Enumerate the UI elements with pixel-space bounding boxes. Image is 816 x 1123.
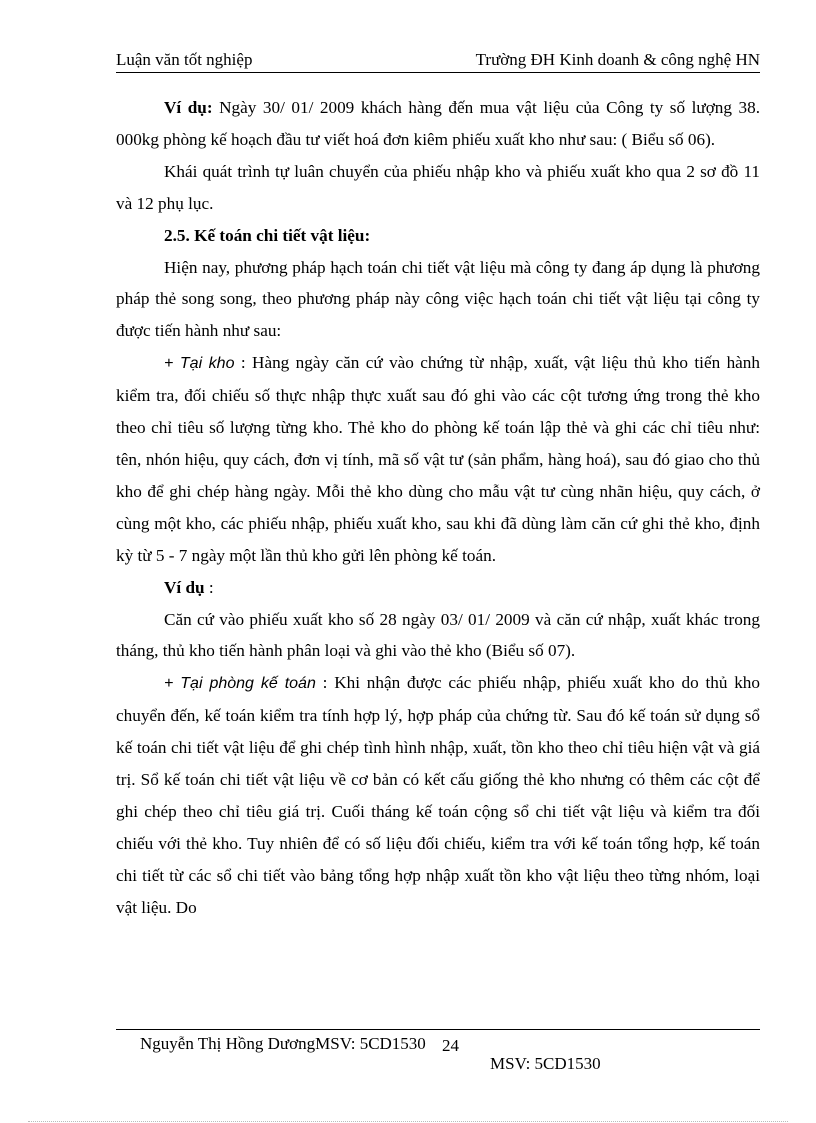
page-bottom-border [28,1121,788,1122]
paragraph-flow-summary: Khái quát trình tự luân chuyển của phiếu nhập kho và phiếu xuất kho qua 2 sơ đồ 11 và 12 phụ lục. [116,161,760,213]
section-heading-text: 2.5. Kế toán chi tiết vật liệu: [164,225,371,245]
paragraph-at-warehouse [116,347,760,571]
paragraph-example-2 [116,572,760,604]
body-text [116,92,760,924]
paragraph-stock-card: Căn cứ vào phiếu xuất kho số 28 ngày 03/ 01/ 2009 và căn cứ nhập, xuất khác trong tháng, thủ kho tiến hành phân loại và ghi vào thẻ kho (Biểu số 07). [116,609,760,661]
paragraph-text: : [204,577,214,597]
paragraph-method: Hiện nay, phương pháp hạch toán chi tiết vật liệu mà công ty đang áp dụng là phương pháp thẻ song song, theo phương pháp này công việc hạch toán chi tiết vật liệu tại công ty được tiến hành như sau: [116,257,760,341]
footer-divider [116,1029,760,1030]
example-label: Ví dụ [164,577,205,597]
paragraph-text: : Hàng ngày căn cứ vào chứng từ nhập, xuất, vật liệu thủ kho tiến hành kiểm tra, đối chiếu số thực nhập thực xuất sau đó ghi vào các cột tương ứng trong thẻ kho theo chỉ tiêu số lượng từng kho. Thẻ kho do phòng kế toán lập thẻ và ghi các chỉ tiêu như: tên, nhón hiệu, quy cách, đơn vị tính, mã số vật tư (sản phẩm, hàng hoá), sau đó giao cho thủ kho để ghi chép hàng ngày. Mỗi thẻ kho dùng cho mẫu vật tư cùng nhãn hiệu, quy cách, ở cùng một kho, các phiếu nhập, phiếu xuất kho, sau khi đã dùng làm căn cứ ghi thẻ kho, định kỳ từ 5 - 7 ngày một lần thủ kho gửi lên phòng kế toán. [116,353,760,565]
page-number: 24 [442,1036,459,1055]
accounting-label: + Tại phòng kế toán [164,675,316,693]
footer-student-id: MSV: 5CD1530 [490,1054,601,1073]
paragraph-example-1 [116,92,760,156]
paragraph-text: Ngày 30/ 01/ 2009 khách hàng đến mua vật liệu của Công ty số lượng 38. 000kg phòng kế hoạch đầu tư viết hoá đơn kiêm phiếu xuất kho như sau: ( Biểu số 06). [116,98,760,149]
warehouse-label: + Tại kho [164,355,235,373]
header-university: Trường ĐH Kinh doanh & công nghệ HN [475,50,760,69]
section-heading [116,220,760,252]
header-thesis-title: Luận văn tốt nghiệp [116,50,253,69]
paragraph-text: : Khi nhận được các phiếu nhập, phiếu xuất kho do thủ kho chuyển đến, kế toán kiểm tra tính hợp lý, hợp pháp của chứng từ. Sau đó kế toán sử dụng sổ kế toán chi tiết vật liệu để ghi chép tình hình nhập, xuất, tồn kho theo chỉ tiêu hiện vật và giá trị. Sổ kế toán chi tiết vật liệu về cơ bản có kết cấu giống thẻ kho nhưng có thêm các cột để ghi chép theo chỉ tiêu giá trị. Cuối tháng kế toán cộng sổ chi tiết vật liệu và kiểm tra đối chiếu với thẻ kho. Tuy nhiên để có số liệu đối chiếu, kiểm tra với kế toán tổng hợp, kế toán chi tiết từ các sổ chi tiết vào bảng tổng hợp nhập xuất tồn kho vật liệu theo từng nhóm, loại vật liệu. Do [116,673,760,917]
footer-author: Nguyễn Thị Hồng DươngMSV: 5CD1530 [140,1034,426,1053]
paragraph-accounting-dept [116,667,760,923]
example-label: Ví dụ: [164,98,213,117]
page-header [116,50,760,73]
